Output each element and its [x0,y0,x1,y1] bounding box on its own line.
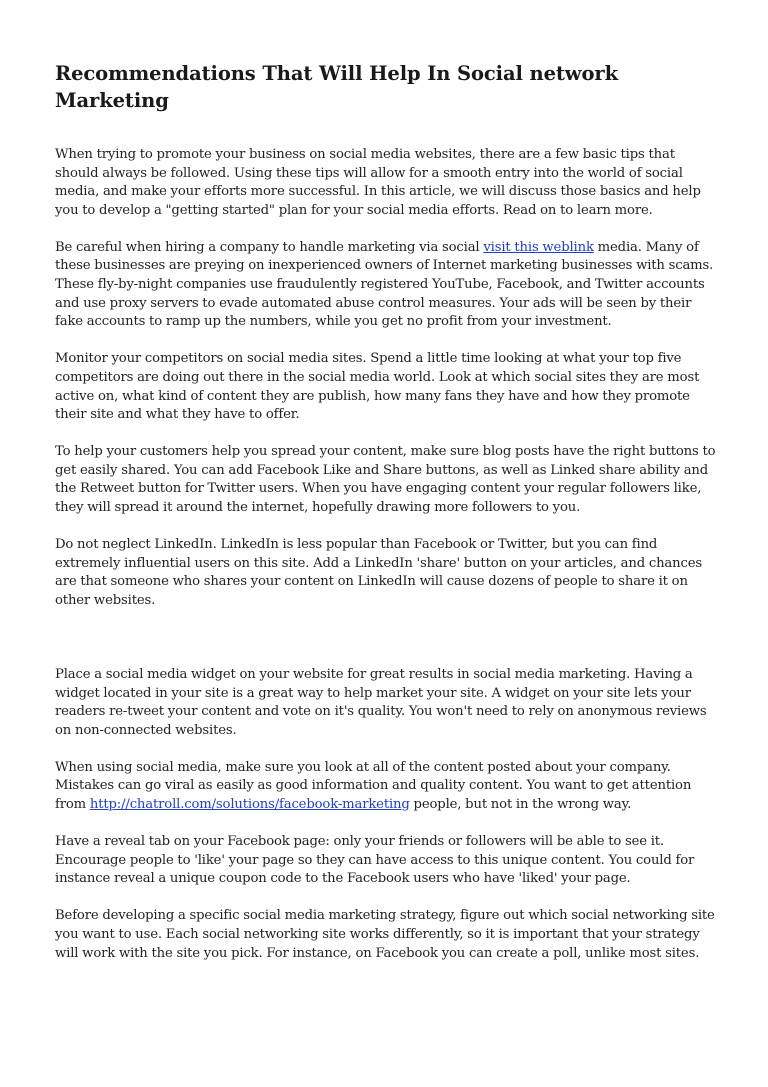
chatroll-link[interactable]: http://chatroll.com/solutions/facebook-marketing [89,797,410,813]
page-title: Recommendations That Will Help In Social network Marketing [55,62,618,112]
paragraph-text: When using social media, make sure you look at all of the content posted about your company. Mistakes can go viral as easily as good information and quality content. You want to get attention from [55,759,692,813]
paragraph-share-buttons: To help your customers help you spread your content, make sure blog posts have the right buttons to get easily shared. You can add Facebook Like and Share buttons, as well as Linked share ability and the Retweet button for Twitter users. When you have engaging content your regular followers like, they will spread it around the internet, hopefully drawing more followers to you. [55,444,716,515]
paragraph-text: Be careful when hiring a company to handle marketing via social [55,239,484,255]
paragraph-widget: Place a social media widget on your website for great results in social media marketing. Having a widget located in your site is a great way to help market your site. A widget on your site lets your readers re-tweet your content and vote on it's quality. You won't need to rely on anonymous reviews on non-connected websites. [55,666,707,738]
paragraph-strategy: Before developing a specific social media marketing strategy, figure out which social networking site you want to use. Each social networking site works differently, so it is important that your strategy will work with the site you pick. For instance, on Facebook you can create a poll, unlike most sites. [55,908,715,961]
paragraph-text: media. Many of these businesses are preying on inexperienced owners of Internet marketing businesses with scams. These fly-by-night companies use fraudulently registered YouTube, Facebook, and Twitter accounts and use proxy servers to evade automated abuse control measures. Your ads will be seen by their fake accounts to ramp up the numbers, while you get no profit from your investment. [55,239,714,330]
paragraph-content-monitoring [55,759,717,815]
paragraph-reveal-tab: Have a reveal tab on your Facebook page: only your friends or followers will be able to see it. Encourage people to 'like' your page so they can have access to this unique content. You could for instance reveal a unique coupon code to the Facebook users who have 'liked' your page. [55,834,695,887]
visit-weblink-link[interactable]: visit this weblink [483,239,594,255]
document-page [55,60,717,982]
paragraph-competitors: Monitor your competitors on social media sites. Spend a little time looking at what your top five competitors are doing out there in the social media world. Look at which social sites they are most active on, what kind of content they are publish, how many fans they have and how they promote their site and what they have to offer. [55,351,700,423]
paragraph-intro: When trying to promote your business on social media websites, there are a few basic tips that should always be followed. Using these tips will allow for a smooth entry into the world of social media, and make your efforts more successful. In this article, we will discuss those basics and help you to develop a "getting started" plan for your social media efforts. Read on to learn more. [55,147,701,218]
paragraph-linkedin: Do not neglect LinkedIn. LinkedIn is less popular than Facebook or Twitter, but you can find extremely influential users on this site. Add a LinkedIn 'share' button on your articles, and chances are that someone who shares your content on LinkedIn will cause dozens of people to share it on other websites. [55,537,702,608]
paragraph-hiring-company [55,239,717,332]
paragraph-text: people, but not in the wrong way. [409,797,632,813]
spacer [55,629,717,666]
